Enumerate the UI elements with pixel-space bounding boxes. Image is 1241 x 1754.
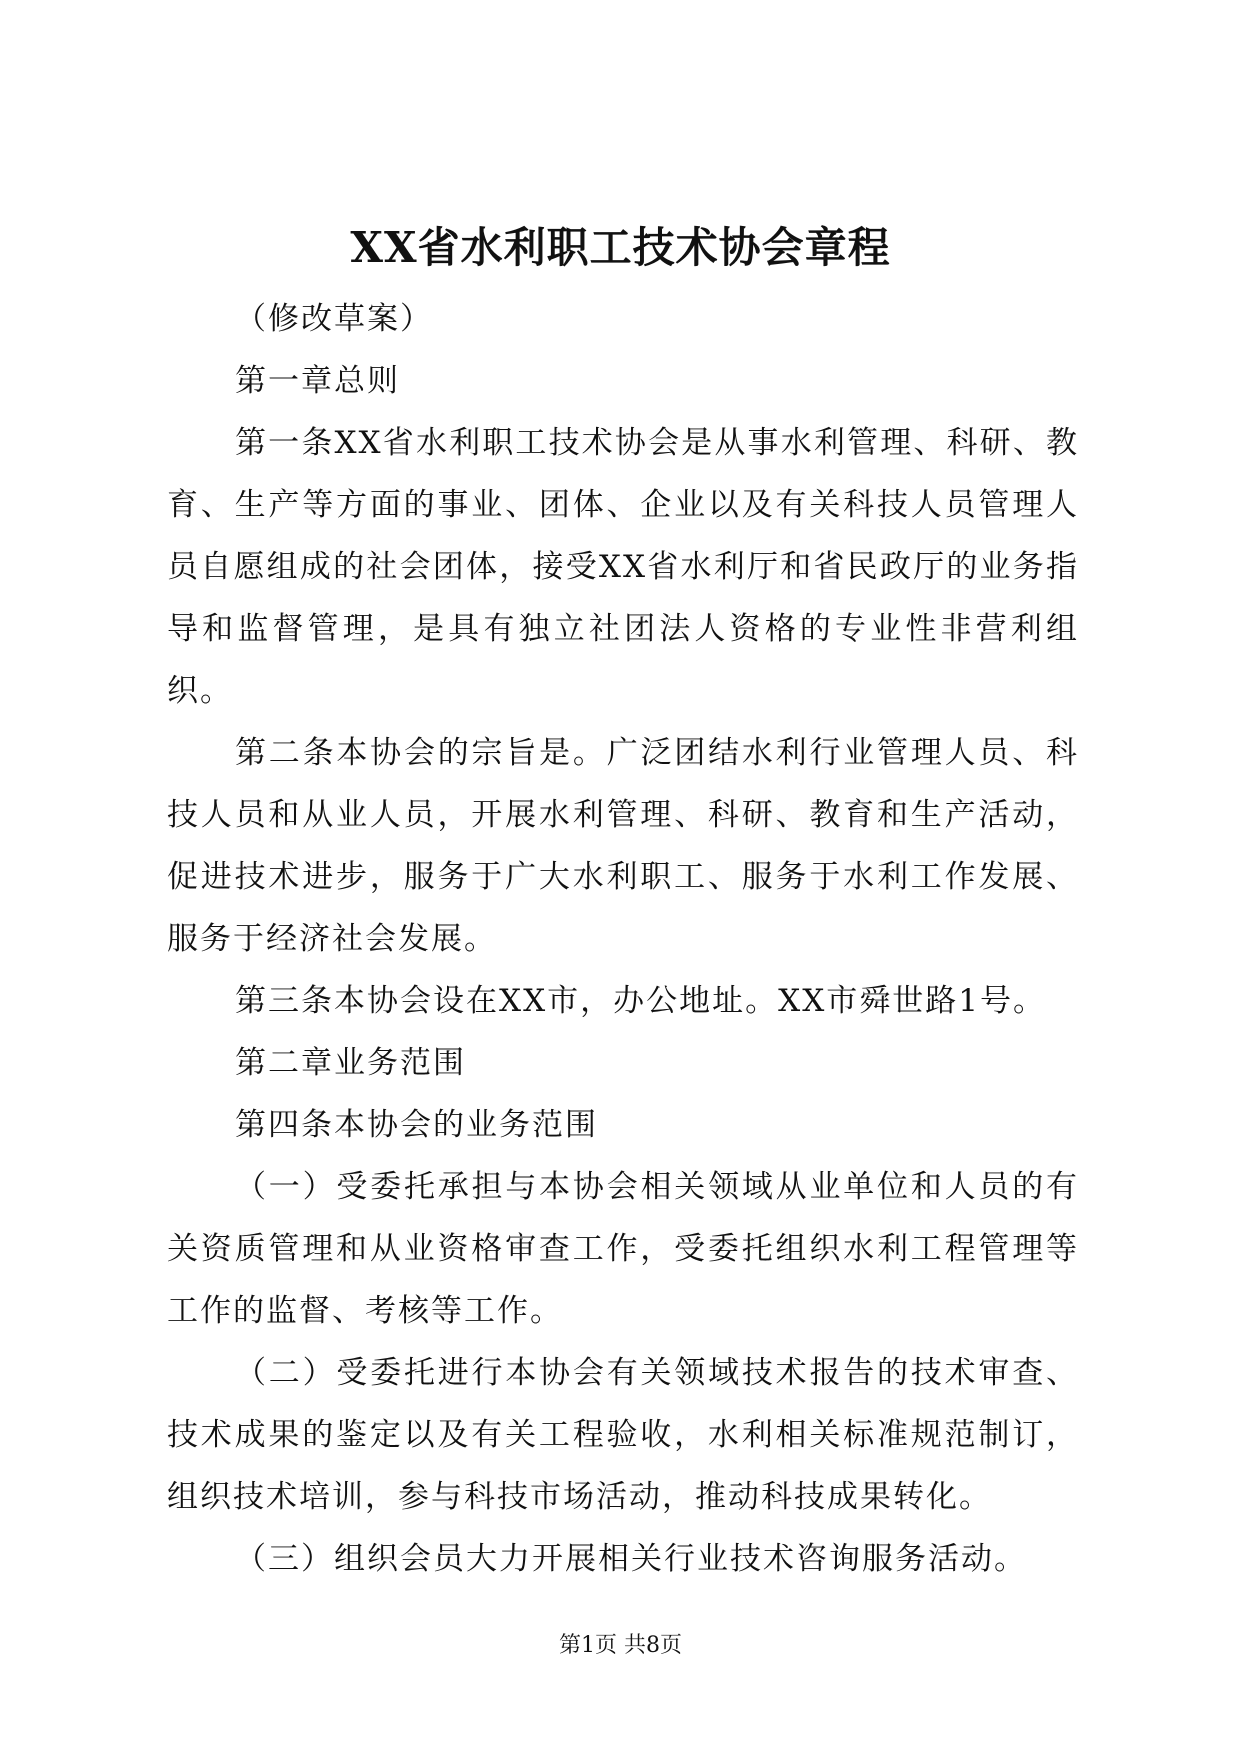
chapter-heading-1: 第一章总则 <box>235 363 400 399</box>
article-4: 第四条本协会的业务范围 <box>235 1107 598 1143</box>
document-body <box>167 288 1079 1590</box>
subtitle-draft-note: （修改草案） <box>235 301 433 337</box>
page-number-footer: 第1页 共8页 <box>559 1633 682 1658</box>
article-2: 第二条本协会的宗旨是。广泛团结水利行业管理人员、科技人员和从业人员，开展水利管理、科研、教育和生产活动，促进技术进步，服务于广大水利职工、服务于水利工作发展、服务于经济社会发展。 <box>167 735 1079 957</box>
clause-1: （一）受委托承担与本协会相关领域从业单位和人员的有关资质管理和从业资格审查工作，受委托组织水利工程管理等工作的监督、考核等工作。 <box>167 1169 1079 1329</box>
clause-3: （三）组织会员大力开展相关行业技术咨询服务活动。 <box>235 1541 1027 1577</box>
article-1: 第一条XX省水利职工技术协会是从事水利管理、科研、教育、生产等方面的事业、团体、企业以及有关科技人员管理人员自愿组成的社会团体，接受XX省水利厅和省民政厅的业务指导和监督管理，是具有独立社团法人资格的专业性非营利组织。 <box>167 425 1079 709</box>
document-title: XX省水利职工技术协会章程 <box>350 223 891 272</box>
clause-2: （二）受委托进行本协会有关领域技术报告的技术审查、技术成果的鉴定以及有关工程验收，水利相关标准规范制订，组织技术培训，参与科技市场活动，推动科技成果转化。 <box>167 1355 1079 1515</box>
article-3: 第三条本协会设在XX市，办公地址。XX市舜世路1号。 <box>235 983 1046 1019</box>
chapter-heading-2: 第二章业务范围 <box>235 1045 466 1081</box>
